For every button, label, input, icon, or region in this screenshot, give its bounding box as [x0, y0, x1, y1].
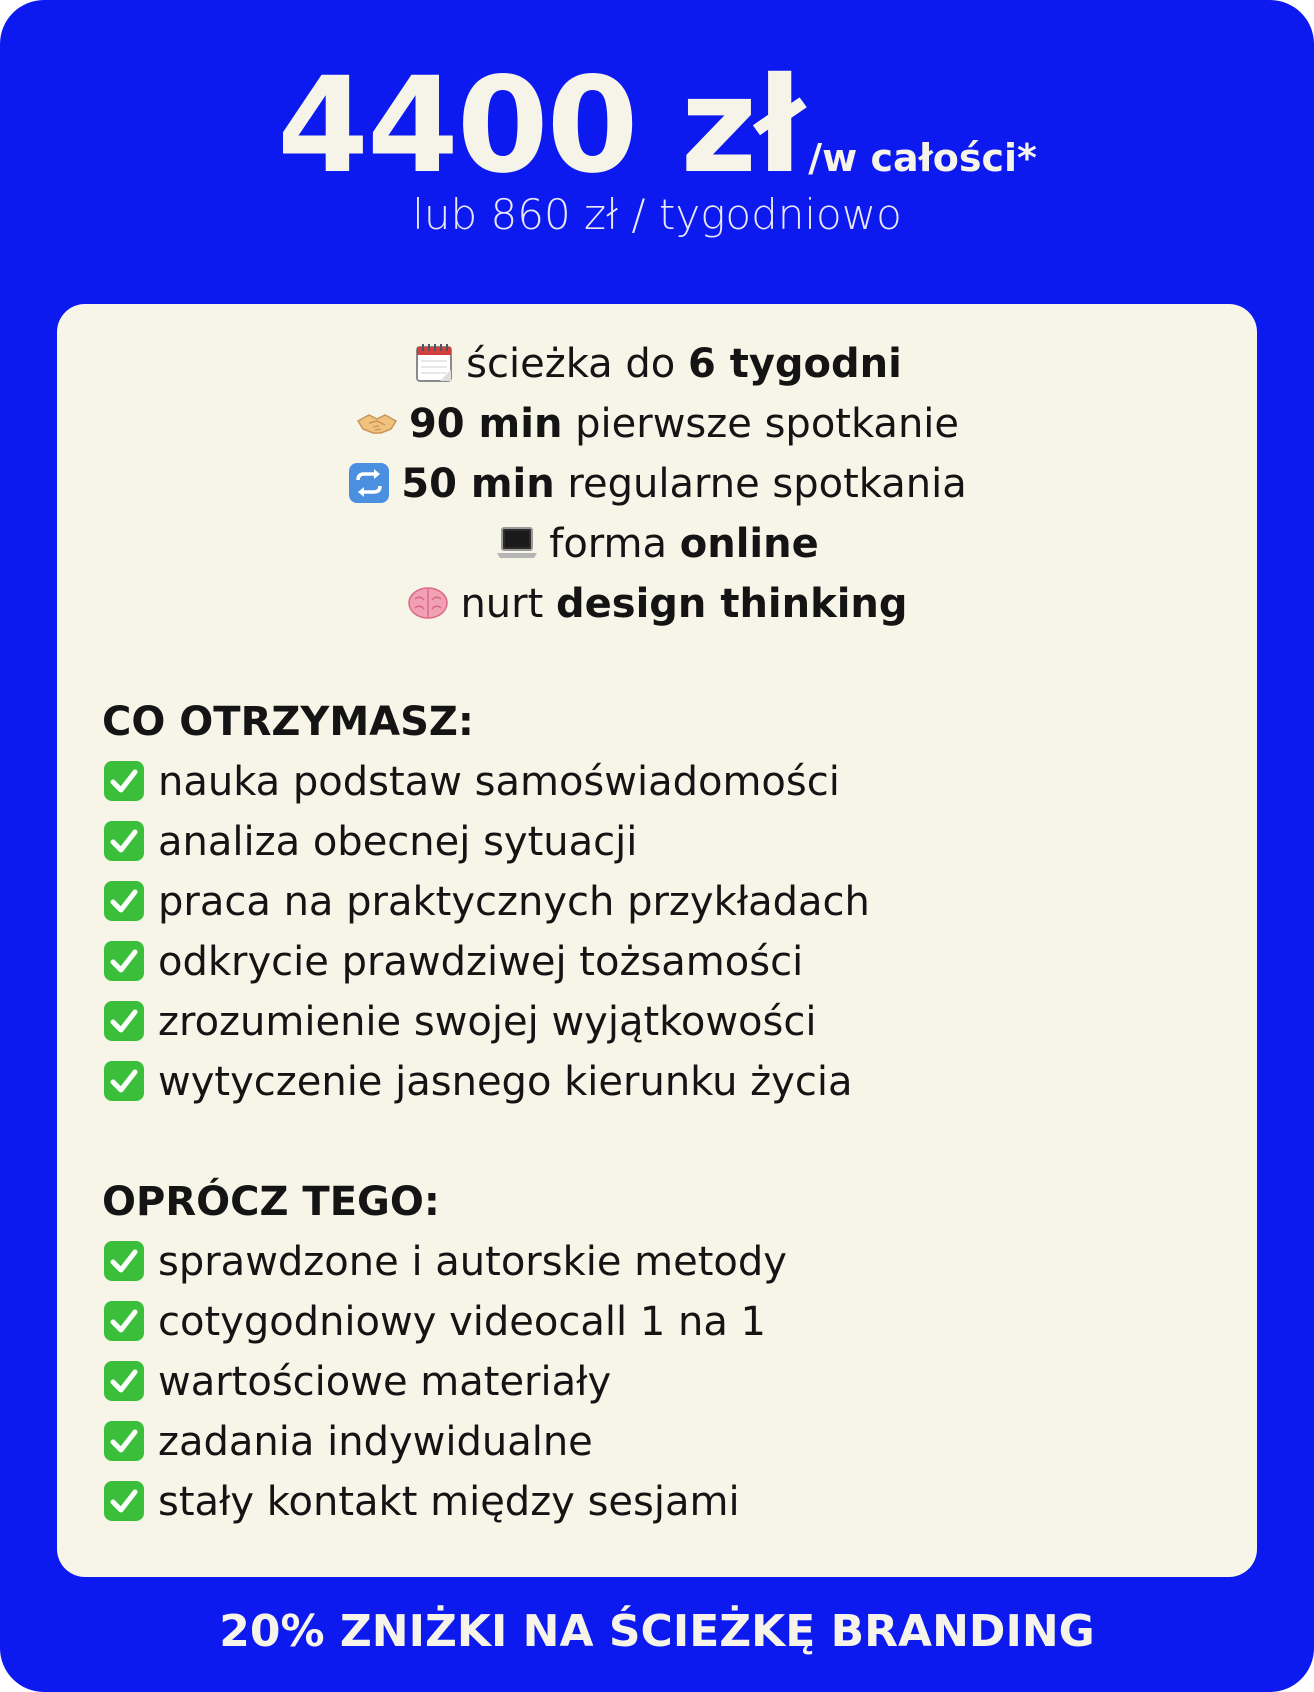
check-icon — [102, 1059, 146, 1103]
feature-item — [57, 514, 1257, 574]
feature-highlight: 50 min — [401, 461, 555, 507]
feature-highlight: 90 min — [408, 401, 563, 447]
list-item — [102, 992, 1222, 1052]
check-icon — [102, 1299, 146, 1343]
list-item — [102, 1292, 1222, 1352]
price-weekly: lub 860 zł / tygodniowo — [412, 190, 902, 239]
list-item-text: nauka podstaw samoświadomości — [158, 759, 840, 805]
check-icon — [102, 1239, 146, 1283]
list-item-text: zrozumienie swojej wyjątkowości — [158, 999, 817, 1045]
list-item — [102, 1352, 1222, 1412]
check-icon — [102, 939, 146, 983]
list-item — [102, 1232, 1222, 1292]
list-item — [102, 1052, 1222, 1112]
list-item — [102, 752, 1222, 812]
feature-text: pierwsze spotkanie — [562, 401, 960, 447]
feature-text: forma — [549, 521, 680, 567]
feature-highlight: online — [679, 521, 819, 567]
section-heading: OPRÓCZ TEGO: — [102, 1179, 440, 1225]
check-icon — [102, 759, 146, 803]
price-amount: 4400 zł — [277, 49, 803, 203]
list-item-text: cotygodniowy videocall 1 na 1 — [158, 1299, 767, 1345]
check-icon — [102, 1419, 146, 1463]
list-item-text: praca na praktycznych przykładach — [158, 879, 870, 925]
feature-item — [57, 574, 1257, 634]
list-item-text: analiza obecnej sytuacji — [158, 819, 638, 865]
discount-banner: 20% ZNIŻKI NA ŚCIEŻKĘ BRANDING — [219, 1606, 1095, 1657]
feature-text: ścieżka do — [466, 341, 688, 387]
list-item-text: wytyczenie jasnego kierunku życia — [158, 1059, 853, 1105]
price-note: /w całości* — [808, 136, 1037, 180]
price-row — [0, 49, 1314, 203]
check-icon — [102, 879, 146, 923]
list-item-text: stały kontakt między sesjami — [158, 1479, 740, 1525]
repeat-icon — [347, 461, 391, 505]
what-you-get-section — [102, 692, 1222, 1112]
list-item-text: odkrycie prawdziwej tożsamości — [158, 939, 804, 985]
list-item-text: zadania indywidualne — [158, 1419, 593, 1465]
feature-item — [57, 454, 1257, 514]
feature-highlight: 6 tygodni — [687, 341, 902, 387]
list-item — [102, 872, 1222, 932]
feature-text: nurt — [460, 581, 556, 627]
brain-icon — [406, 581, 450, 625]
check-icon — [102, 819, 146, 863]
feature-list — [57, 334, 1257, 634]
list-item — [102, 1472, 1222, 1532]
list-item-text: sprawdzone i autorskie metody — [158, 1239, 787, 1285]
list-item — [102, 932, 1222, 992]
extras-section — [102, 1172, 1222, 1532]
feature-item — [57, 334, 1257, 394]
check-icon — [102, 1359, 146, 1403]
check-icon — [102, 1479, 146, 1523]
feature-item — [57, 394, 1257, 454]
check-icon — [102, 999, 146, 1043]
list-item-text: wartościowe materiały — [158, 1359, 612, 1405]
list-item — [102, 1412, 1222, 1472]
list-item — [102, 812, 1222, 872]
feature-text: regularne spotkania — [554, 461, 967, 507]
handshake-icon — [355, 401, 399, 445]
calendar-icon — [412, 341, 456, 385]
section-heading: CO OTRZYMASZ: — [102, 699, 474, 745]
laptop-icon — [495, 521, 539, 565]
feature-highlight: design thinking — [556, 581, 908, 627]
details-panel — [57, 304, 1257, 1577]
